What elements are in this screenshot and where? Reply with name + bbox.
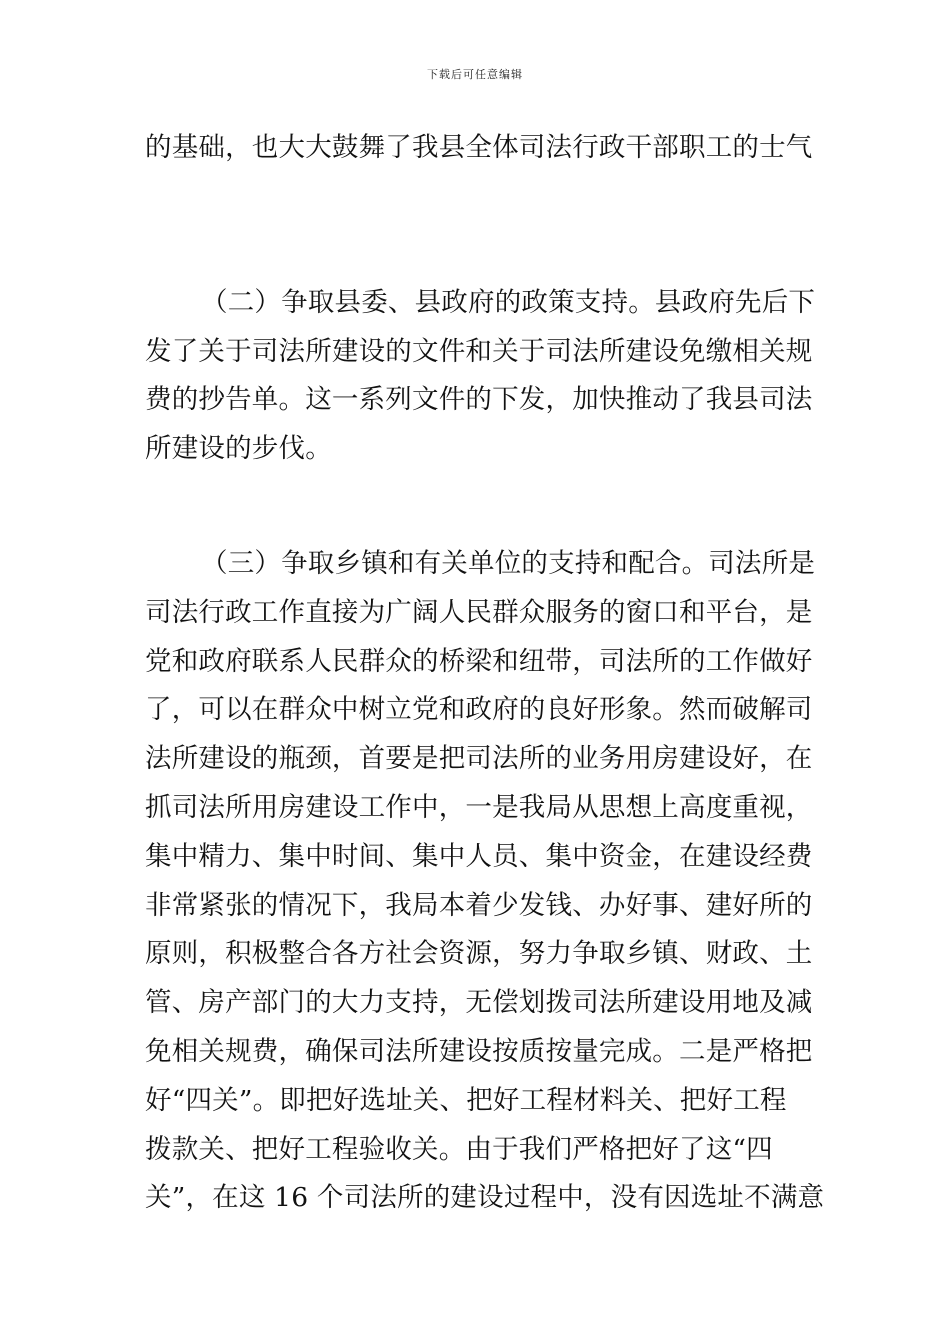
- paragraph-line: 了，可以在群众中树立党和政府的良好形象。然而破解司: [145, 694, 813, 726]
- paragraph-line: 发了关于司法所建设的文件和关于司法所建设免缴相关规: [145, 335, 813, 367]
- paragraph-line: （二）争取县委、县政府的政策支持。县政府先后下: [201, 286, 816, 318]
- paragraph-line: 的基础，也大大鼓舞了我县全体司法行政干部职工的士气: [145, 132, 813, 163]
- paragraph-line: 党和政府联系人民群众的桥梁和纽带，司法所的工作做好: [145, 645, 813, 677]
- paragraph-line: 抓司法所用房建设工作中，一是我局从思想上高度重视，: [145, 791, 813, 823]
- paragraph-line: 关”，在这 16 个司法所的建设过程中，没有因选址不满意: [145, 1182, 825, 1214]
- paragraph-gap: [145, 474, 813, 540]
- paragraph-line: 司法行政工作直接为广阔人民群众服务的窗口和平台，是: [145, 596, 813, 628]
- paragraph-line: 法所建设的瓶颈，首要是把司法所的业务用房建设好，在: [145, 743, 813, 775]
- paragraph-line: 集中精力、集中时间、集中人员、集中资金，在建设经费: [145, 840, 813, 872]
- paragraph-line: 原则，积极整合各方社会资源，努力争取乡镇、财政、土: [145, 938, 813, 970]
- paragraph-gap: [145, 173, 813, 279]
- paragraph-line: （三）争取乡镇和有关单位的支持和配合。司法所是: [201, 547, 816, 579]
- paragraph-line: 拨款关、把好工程验收关。由于我们严格把好了这“四: [145, 1133, 773, 1165]
- paragraph-line: 所建设的步伐。: [145, 433, 332, 465]
- document-body: [145, 124, 825, 1223]
- paragraph-line: 管、房产部门的大力支持，无偿划拨司法所建设用地及减: [145, 987, 813, 1019]
- paragraph-line: 非常紧张的情况下，我局本着少发钱、办好事、建好所的: [145, 889, 813, 921]
- paragraph-line: 费的抄告单。这一系列文件的下发，加快推动了我县司法: [145, 384, 813, 416]
- paragraph-line: 好“四关”。即把好选址关、把好工程材料关、把好工程: [145, 1084, 787, 1116]
- page-header: 下载后可任意编辑: [427, 68, 523, 81]
- paragraph-line: 免相关规费，确保司法所建设按质按量完成。二是严格把: [145, 1035, 813, 1067]
